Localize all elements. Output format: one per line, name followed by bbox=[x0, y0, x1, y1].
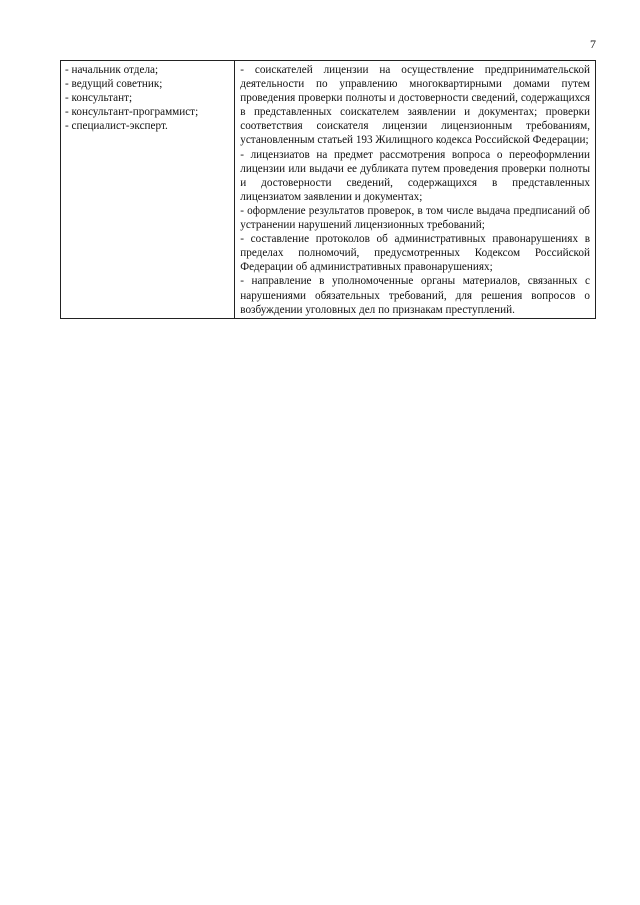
positions-cell bbox=[61, 61, 235, 319]
duties-cell bbox=[235, 61, 596, 319]
duty-paragraph: - лицензиатов на предмет рассмотрения вопроса о переоформлении лицензии или выдачи ее дубликата путем проведения проверки полноты и достоверности сведений, содержащихся в представленных лицензиатом заявлении и документах; bbox=[240, 148, 590, 203]
position-item: - консультант; bbox=[65, 92, 133, 105]
position-item: - ведущий советник; bbox=[65, 78, 163, 91]
duty-paragraph: - направление в уполномоченные органы материалов, связанных с нарушениями обязательных требований, для решения вопросов о возбуждении уголовных дел по признакам преступлений. bbox=[240, 275, 590, 316]
duty-paragraph: - соискателей лицензии на осуществление предпринимательской деятельности по управлению многоквартирными домами путем проведения проверки полноты и достоверности сведений, содержащихся в представленных соискателем заявлении и документах; проверки соответствия соискателя лицензии лицензионным требованиям, установленным статьей 193 Жилищного кодекса Российской Федерации; bbox=[240, 64, 590, 147]
position-item: - специалист-эксперт. bbox=[65, 120, 168, 133]
duty-paragraph: - составление протоколов об административных правонарушениях в пределах полномочий, предусмотренных Кодексом Российской Федерации об административных правонарушениях; bbox=[240, 233, 590, 274]
page-number: 7 bbox=[590, 37, 596, 51]
position-item: - начальник отдела; bbox=[65, 64, 159, 76]
duty-paragraph: - оформление результатов проверок, в том числе выдача предписаний об устранении нарушений лицензионных требований; bbox=[240, 204, 590, 232]
table-row bbox=[61, 61, 596, 319]
position-item: - консультант-программист; bbox=[65, 106, 199, 119]
duties-table bbox=[60, 60, 596, 319]
